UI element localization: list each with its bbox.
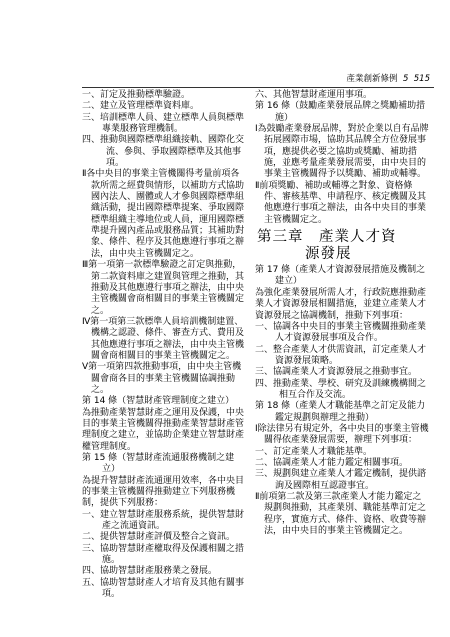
text-paragraph: 四、協助智慧財產服務業之發展。 [82, 566, 218, 577]
text-paragraph: Ⅰ除法律另有規定外，各中央目的事業主管機關得依產業發展需要，辦理下列事項： [255, 423, 429, 446]
text-paragraph: 二、建立及管理標準資料庫。 [82, 101, 200, 112]
left-column [82, 90, 246, 600]
text-paragraph: 二、整合產業人才供需資訊，訂定產業人才資源發展策略。 [255, 344, 427, 366]
text-paragraph: Ⅲ第一項第一款標準驗證之訂定與推動，第二款資料庫之建置與管理之推動，其推動及其他應遵行事項之辦法，由中央主管機關會商相關目的事業主管機關定之。 [82, 260, 245, 316]
text-paragraph: 五、協助智慧財產人才培育及其他有關事項。 [82, 577, 245, 600]
text-paragraph: Ⅱ各中央目的事業主管機關得考量前項各款所需之經費與情形，以補助方式協助國內法人、團體或人才參與國際標準組織活動，提出國際標準提案、爭取國際標準組織主導地位或人員，運用國際標準提升國內產品或服務品質；其補助對象、條件、程序及其他應遵行事項之辦法，由中央主管機關定之。 [82, 169, 245, 259]
article-heading: 第 18 條（產業人才職能基準之訂定及能力鑑定規劃與辦理之推動） [255, 401, 426, 423]
text-paragraph: 三、規劃與建立產業人才鑑定機制，提供諮詢及國際相互認證事宜。 [255, 469, 427, 491]
chapter-heading-line1: 第三章 產業人才資 [257, 229, 397, 246]
text-paragraph: 二、提供智慧財產評價及整合之資訊。 [82, 532, 236, 543]
text-paragraph: 三、協調產業人才資源發展之推動事宜。 [255, 367, 418, 378]
chapter-heading [257, 229, 430, 263]
text-paragraph: 一、訂定產業人才職能基準。 [255, 446, 373, 457]
header-page-number: 515 [413, 74, 430, 84]
article-heading: 第 14 條（智慧財產管理制度之建立） [82, 396, 235, 407]
article-heading: 第 17 條（產業人才資源發展措施及機制之建立） [255, 265, 426, 287]
article-heading: 第 15 條（智慧財產流通服務機制之建立） [82, 453, 235, 475]
text-paragraph: 為強化產業發展所需人才，行政院應推動產業人才資源發展相關措施，並建立產業人才資源發展之協調機制，推動下列事項： [255, 287, 427, 321]
text-paragraph: 六、其他智慧財產運用事項。 [255, 90, 373, 100]
article-heading: 第 16 條（鼓勵產業發展品牌之獎勵補助措施） [255, 101, 426, 123]
text-paragraph: Ⅱ前項獎勵、補助或輔導之對象、資格條件、審核基準、申請程序、核定機關及其他應遵行事項之辦法，由各中央目的事業主管機關定之。 [255, 180, 427, 225]
text-paragraph: 二、協調產業人才能力鑑定相關事項。 [255, 457, 409, 468]
text-paragraph: 三、培訓標準人員、建立標準人員與標準專業服務管理機制。 [82, 112, 245, 135]
right-column-top [255, 90, 430, 226]
header-page-prefix: 5 [402, 74, 409, 84]
text-paragraph: Ⅴ第一項第四款推動事項，由中央主管機關會商各目的事業主管機關協調推動之。 [82, 362, 242, 395]
text-paragraph: 一、建立智慧財產服務系統，提供智慧財產之流通資訊。 [82, 509, 245, 532]
text-paragraph: Ⅰ為鼓勵產業發展品牌，對於企業以自有品牌拓展國際市場，協助其品牌全方位發展事項，應提供必要之協助或獎勵、補助措施，並應考量產業發展需要，由中央目的事業主管機關得予以獎勵、補助或輔導。 [255, 124, 429, 180]
text-paragraph: 四、推動產業、學校、研究及訓練機構間之相互合作及交流。 [255, 378, 427, 400]
text-paragraph: 三、協助智慧財產權取得及保護相關之措施。 [82, 543, 245, 566]
running-header [300, 72, 430, 84]
text-paragraph: Ⅳ第一項第三款標準人員培訓機制建置、機構之認證、條件、審查方式、費用及其他應遵行事項之辦法，由中央主管機關會商相關目的事業主管機關定之。 [82, 316, 245, 361]
header-rule [82, 87, 434, 88]
header-title: 產業創新條例 [346, 74, 398, 84]
text-paragraph: 四、推動與國際標準組織接軌、國際化交流、參與、爭取國際標準及其他事項。 [82, 135, 245, 169]
right-column-bottom [255, 265, 430, 537]
text-paragraph: 為推動產業智慧財產之運用及保護，中央目的事業主管機關得推動產業智慧財產管理制度之建立，並協助企業建立智慧財產權管理制度。 [82, 407, 245, 452]
chapter-heading-line2: 源發展 [305, 246, 352, 263]
text-paragraph: 一、訂定及推動標準驗證。 [82, 90, 191, 100]
text-paragraph: 一、協調各中央目的事業主管機關推動產業人才資源發展事項及合作。 [255, 321, 427, 344]
text-paragraph: 為提升智慧財產流通運用效率，各中央目的事業主管機關得推動建立下列服務機制，提供下列服務： [82, 475, 245, 509]
text-paragraph: Ⅱ前項第二款及第三款產業人才能力鑑定之規劃與推動，其產業別、職能基準訂定之程序，實施方式、條件、資格、收費等辦法，由中央目的事業主管機關定之。 [255, 492, 427, 537]
right-column [255, 90, 430, 537]
